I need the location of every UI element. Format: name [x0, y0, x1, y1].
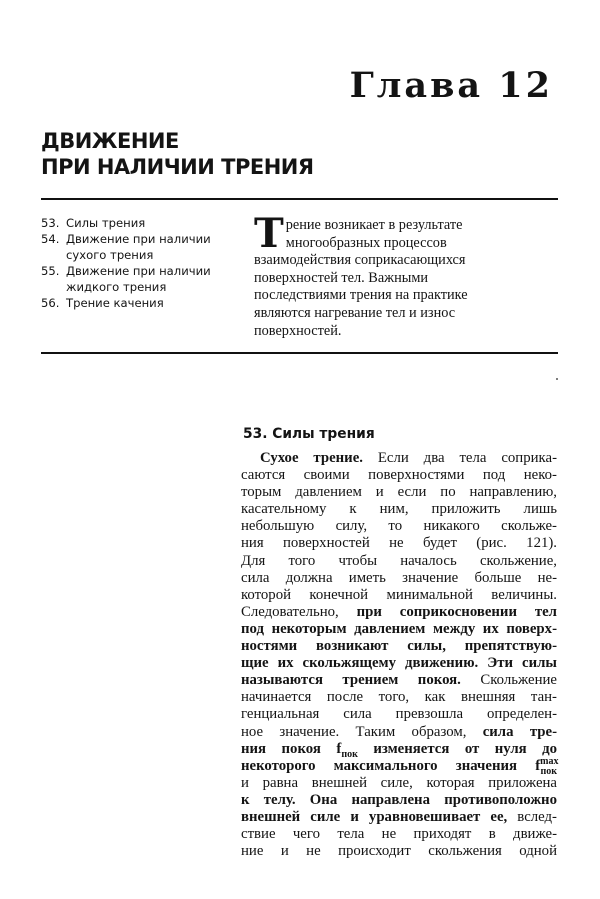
section-heading-line1: ДВИЖЕНИЕ [41, 129, 179, 153]
text-line: небольшую силу, то никакого скольже- [241, 518, 557, 535]
subsection-heading: 53. Силы трения [243, 426, 375, 442]
bottom-divider [41, 352, 558, 354]
intro-line: взаимодействия соприкасающихся [254, 252, 466, 269]
text-line: ние и не происходит скольжения одной [241, 843, 557, 860]
toc-item[interactable] [41, 295, 231, 311]
text-line: которой конечной минимальной величины. [241, 586, 557, 603]
toc-label: Движение при наличии [66, 264, 211, 278]
text-line: и равна внешней силе, которая приложена [241, 774, 557, 791]
print-speck [556, 378, 558, 380]
chapter-intro [254, 210, 516, 340]
top-divider [41, 198, 558, 200]
toc-number: 56. [41, 296, 60, 310]
text-line: генциальная сила превзошла определен- [241, 706, 557, 723]
toc-item[interactable] [41, 231, 231, 263]
toc-item[interactable] [41, 215, 231, 231]
text-line: начинается после того, как внешняя тан- [241, 689, 557, 706]
text-line: Следовательно, при соприкосновении тел [241, 603, 557, 620]
toc-item[interactable] [41, 263, 231, 295]
toc-number: 54. [41, 232, 60, 246]
text-line: ствие чего тела не приходят в движе- [241, 826, 557, 843]
text-line: сила должна иметь значение больше не- [241, 569, 557, 586]
toc-label: Силы трения [66, 216, 146, 230]
text-line: к телу. Она направлена противоположно [241, 791, 557, 808]
toc-number: 53. [41, 216, 60, 230]
text-line: ния покоя $f_{пок}$ изменяется от нуля до [241, 740, 557, 760]
body-text [241, 450, 557, 860]
intro-line: последствиями трения на практике [254, 287, 468, 304]
text-line: называются трением покоя. Скольжение [241, 672, 557, 689]
section-heading-line2: ПРИ НАЛИЧИИ ТРЕНИЯ [41, 155, 314, 179]
intro-line: рение возникает в результате [285, 217, 463, 233]
text-line: саются своими поверхностями под неко- [241, 467, 557, 484]
chapter-title: Глава 12 [349, 65, 553, 106]
toc-label-cont: сухого трения [66, 248, 154, 262]
chapter-contents [41, 215, 231, 311]
toc-label: Трение качения [66, 296, 164, 310]
text-line: щие их скольжящему движению. Эти силы [241, 655, 557, 672]
intro-line: многообразных процессов [285, 234, 447, 251]
text-line: Сухое трение. Если два тела соприка- [260, 450, 557, 466]
text-line: Для того чтобы началось скольжение, [241, 552, 557, 569]
text-line: касательному к ним, приложить лишь [241, 501, 557, 518]
intro-line: поверхностей тел. Важными [254, 269, 429, 286]
intro-line: являются нагревание тел и износ [254, 304, 456, 321]
text-line: под некоторым давлением между их поверх- [241, 620, 557, 637]
text-line: торым давлением и если по направлению, [241, 484, 557, 501]
intro-dropcap: Т [254, 210, 284, 257]
text-line: ния поверхностей не будет (рис. 121). [241, 535, 557, 552]
toc-number: 55. [41, 264, 60, 278]
toc-label: Движение при наличии [66, 232, 211, 246]
intro-line: поверхностей. [254, 322, 342, 339]
section-heading [41, 128, 314, 180]
text-line: некоторого максимального значения $f^{max}_{пок}$ [241, 755, 559, 777]
toc-label-cont: жидкого трения [66, 280, 167, 294]
text-line: ное значение. Таким образом, сила тре- [241, 723, 557, 740]
text-line: ностями возникают силы, препятствую- [241, 638, 557, 655]
text-line: внешней силе и уравновешивает ее, вслед- [241, 808, 557, 825]
